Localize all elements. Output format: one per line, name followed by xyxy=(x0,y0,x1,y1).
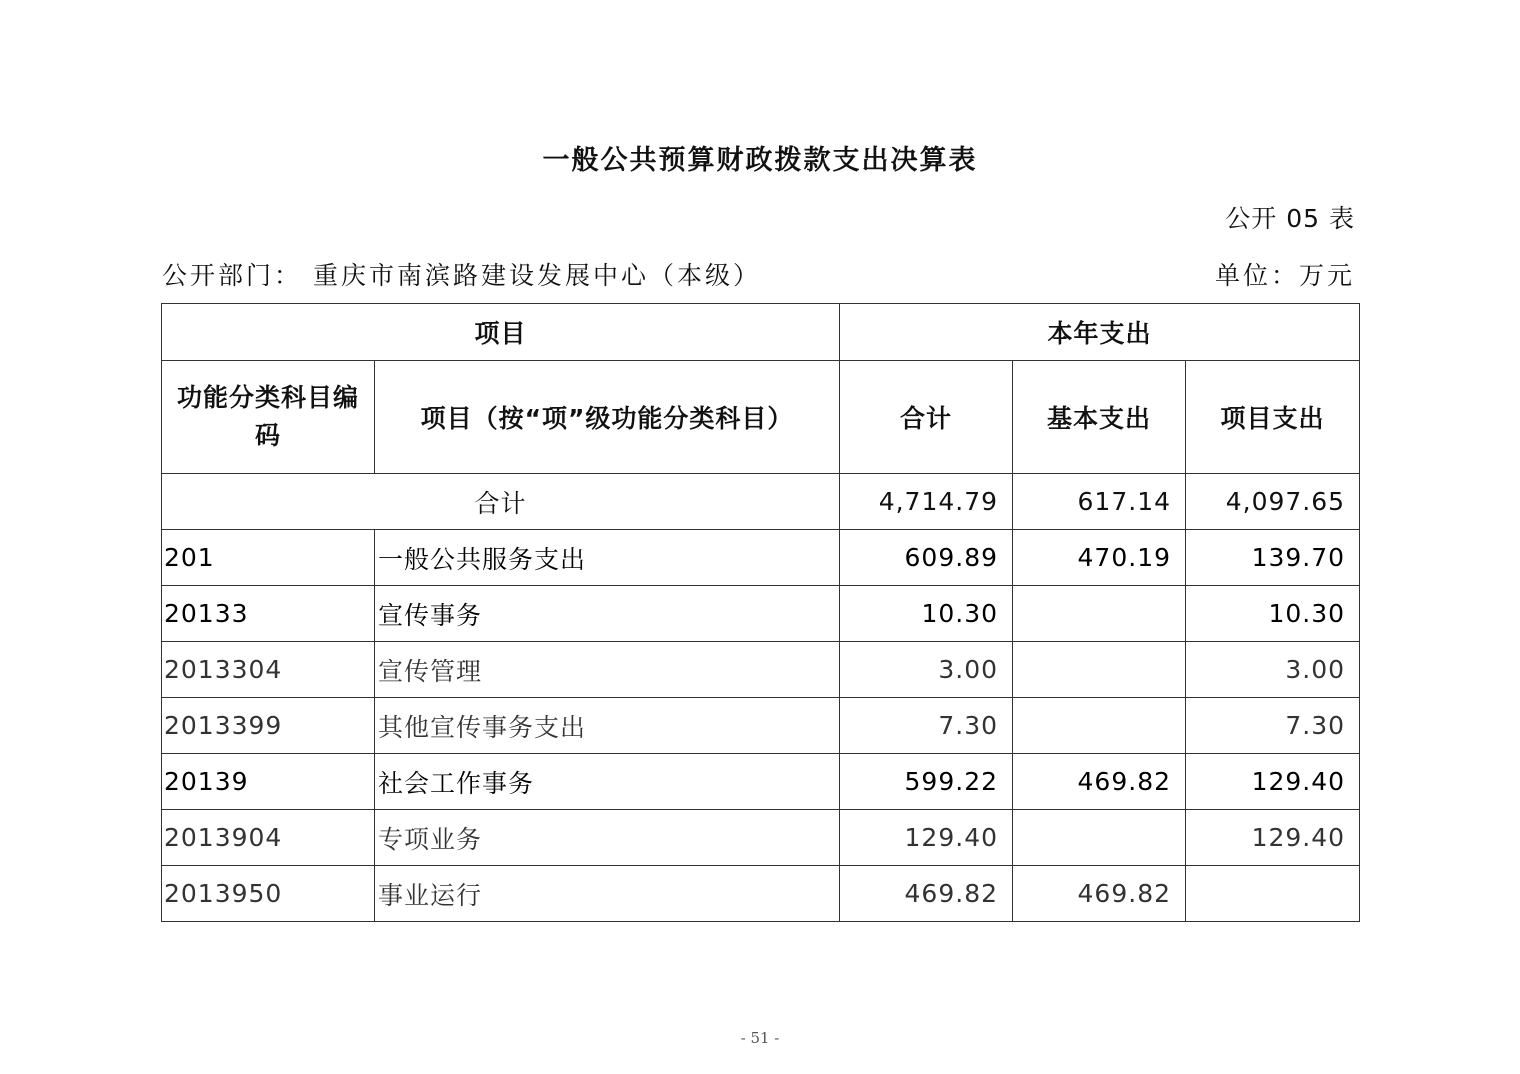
row-total: 10.30 xyxy=(840,586,1013,642)
row-project: 10.30 xyxy=(1186,586,1360,642)
row-code: 20133 xyxy=(162,586,375,642)
row-project: 139.70 xyxy=(1186,530,1360,586)
row-basic xyxy=(1013,698,1186,754)
page-number: - 51 - xyxy=(740,1029,780,1047)
total-value: 4,714.79 xyxy=(840,474,1013,530)
unit-label: 单位：万元 xyxy=(1214,261,1355,290)
row-basic: 469.82 xyxy=(1013,866,1186,922)
form-number: 公开 05 表 xyxy=(1225,204,1355,233)
header-row-1 xyxy=(162,304,1360,361)
row-code: 201 xyxy=(162,530,375,586)
table-row xyxy=(162,530,1360,586)
row-basic xyxy=(1013,586,1186,642)
row-project xyxy=(1186,866,1360,922)
row-code: 2013399 xyxy=(162,698,375,754)
row-name: 宣传管理 xyxy=(375,642,840,698)
department-label: 公开部门： 重庆市南滨路建设发展中心（本级） xyxy=(162,261,761,290)
header-row-2 xyxy=(162,361,1360,474)
total-project: 4,097.65 xyxy=(1186,474,1360,530)
row-name: 事业运行 xyxy=(375,866,840,922)
table-row xyxy=(162,754,1360,810)
row-project: 129.40 xyxy=(1186,810,1360,866)
row-name: 宣传事务 xyxy=(375,586,840,642)
table-row xyxy=(162,810,1360,866)
header-name: 项目（按“项”级功能分类科目） xyxy=(375,361,840,474)
table-row xyxy=(162,642,1360,698)
row-code: 2013904 xyxy=(162,810,375,866)
row-name: 一般公共服务支出 xyxy=(375,530,840,586)
row-total: 129.40 xyxy=(840,810,1013,866)
header-code: 功能分类科目编码 xyxy=(162,361,375,474)
header-expense-group: 本年支出 xyxy=(840,304,1360,361)
row-total: 599.22 xyxy=(840,754,1013,810)
header-total: 合计 xyxy=(840,361,1013,474)
row-total: 3.00 xyxy=(840,642,1013,698)
row-project: 129.40 xyxy=(1186,754,1360,810)
header-item-group: 项目 xyxy=(162,304,840,361)
table-row xyxy=(162,698,1360,754)
total-row xyxy=(162,474,1360,530)
row-basic xyxy=(1013,642,1186,698)
row-basic xyxy=(1013,810,1186,866)
row-name: 其他宣传事务支出 xyxy=(375,698,840,754)
row-code: 2013950 xyxy=(162,866,375,922)
row-project: 7.30 xyxy=(1186,698,1360,754)
total-basic: 617.14 xyxy=(1013,474,1186,530)
row-code: 2013304 xyxy=(162,642,375,698)
header-project: 项目支出 xyxy=(1186,361,1360,474)
row-total: 469.82 xyxy=(840,866,1013,922)
row-name: 社会工作事务 xyxy=(375,754,840,810)
row-name: 专项业务 xyxy=(375,810,840,866)
table-row xyxy=(162,586,1360,642)
expenditure-table xyxy=(161,303,1360,922)
row-total: 609.89 xyxy=(840,530,1013,586)
total-label: 合计 xyxy=(162,474,840,530)
row-basic: 470.19 xyxy=(1013,530,1186,586)
row-total: 7.30 xyxy=(840,698,1013,754)
row-project: 3.00 xyxy=(1186,642,1360,698)
header-basic: 基本支出 xyxy=(1013,361,1186,474)
table-row xyxy=(162,866,1360,922)
document-title: 一般公共预算财政拨款支出决算表 xyxy=(542,145,978,176)
row-basic: 469.82 xyxy=(1013,754,1186,810)
row-code: 20139 xyxy=(162,754,375,810)
